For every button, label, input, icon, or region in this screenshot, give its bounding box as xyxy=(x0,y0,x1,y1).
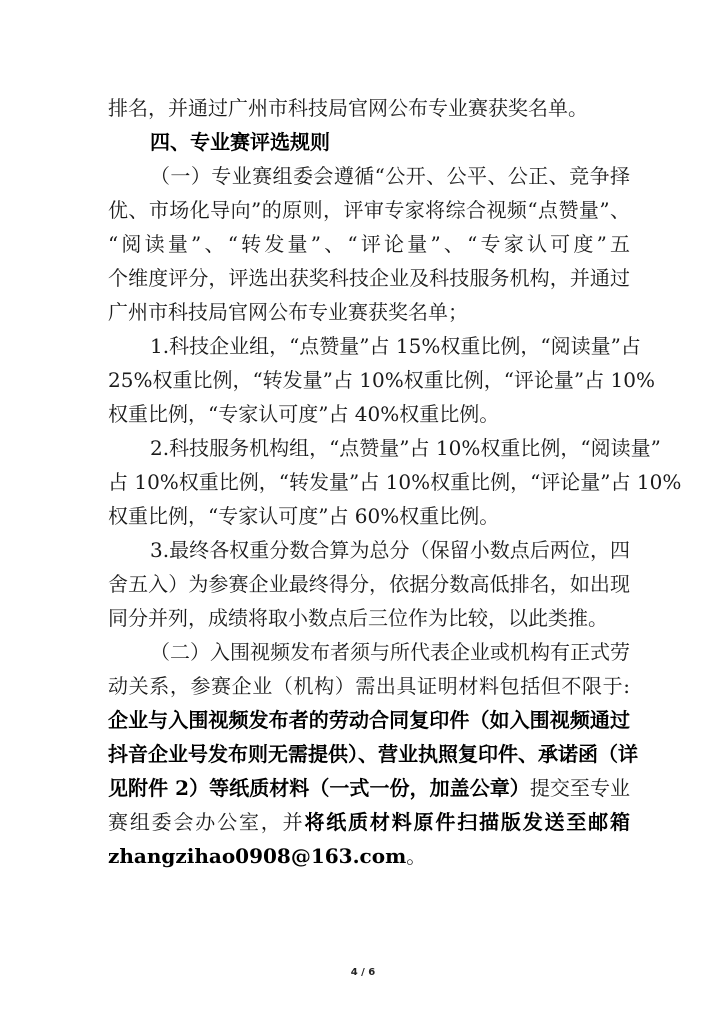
text-segment: （一）专业赛组委会遵循“公开、公平、公正、竞争择 xyxy=(150,164,630,188)
text-line xyxy=(108,431,661,465)
page-number: 4 / 6 xyxy=(350,967,376,978)
bold-text: 将纸质材料原件扫描版发送至邮箱 xyxy=(304,810,631,834)
bold-text: 四、专业赛评选规则 xyxy=(150,130,330,154)
text-segment: 1.科技企业组，“点赞量”占 15%权重比例，“阅读量”占 xyxy=(150,334,641,358)
text-segment: “阅读量”、“转发量”、“评论量”、“专家认可度”五 xyxy=(108,232,630,256)
text-line xyxy=(108,295,630,329)
text-line xyxy=(108,499,630,533)
text-line xyxy=(108,261,630,295)
text-line xyxy=(108,363,655,397)
text-line xyxy=(108,193,630,227)
text-segment: 排名，并通过广州市科技局官网公布专业赛获奖名单。 xyxy=(108,96,588,120)
text-line xyxy=(108,227,630,261)
text-line xyxy=(108,737,638,771)
text-segment: 3.最终各权重分数合算为总分（保留小数点后两位，四 xyxy=(150,538,630,562)
text-segment: 提交至专业 xyxy=(529,776,630,800)
text-line xyxy=(108,567,630,601)
bold-text: 企业与入围视频发布者的劳动合同复印件（如入围视频通过 xyxy=(108,708,630,732)
text-segment: 占 10%权重比例，“转发量”占 10%权重比例，“评论量”占 10% xyxy=(108,470,682,494)
text-line xyxy=(108,465,682,499)
text-segment: （二）入围视频发布者须与所代表企业或机构有正式劳 xyxy=(150,640,630,664)
text-line xyxy=(108,91,630,125)
text-line xyxy=(108,533,630,567)
bold-text: 抖音企业号发布则无需提供）、营业执照复印件、承诺函（详 xyxy=(108,742,638,766)
section-heading xyxy=(108,125,630,159)
text-line xyxy=(108,703,630,737)
bold-text: 见附件 2）等纸质材料（一式一份，加盖公章） xyxy=(108,776,530,800)
text-line xyxy=(108,805,630,839)
text-line xyxy=(108,329,641,363)
text-segment: 2.科技服务机构组，“点赞量”占 10%权重比例，“阅读量” xyxy=(150,436,661,460)
text-segment: 。 xyxy=(406,844,427,868)
text-segment: 优、市场化导向”的原则，评审专家将综合视频“点赞量”、 xyxy=(108,198,630,222)
text-segment: 25%权重比例，“转发量”占 10%权重比例，“评论量”占 10% xyxy=(108,368,655,392)
text-segment: 个维度评分，评选出获奖科技企业及科技服务机构，并通过 xyxy=(108,266,630,290)
text-line xyxy=(108,635,630,669)
text-segment: 舍五入）为参赛企业最终得分，依据分数高低排名，如出现 xyxy=(108,572,630,596)
text-line xyxy=(108,159,630,193)
document-body xyxy=(108,91,682,873)
bold-text: zhangzihao0908@163.com xyxy=(108,844,407,868)
text-segment: 权重比例，“专家认可度”占 60%权重比例。 xyxy=(108,504,500,528)
text-segment: 动关系，参赛企业（机构）需出具证明材料包括但不限于: xyxy=(108,674,630,698)
text-segment: 权重比例，“专家认可度”占 40%权重比例。 xyxy=(108,402,500,426)
text-line xyxy=(108,601,630,635)
text-segment: 赛组委会办公室，并 xyxy=(108,810,305,834)
text-line xyxy=(108,669,630,703)
text-segment: 广州市科技局官网公布专业赛获奖名单； xyxy=(108,300,468,324)
text-segment: 同分并列，成绩将取小数点后三位作为比较，以此类推。 xyxy=(108,606,608,630)
text-line xyxy=(108,839,630,873)
text-line xyxy=(108,771,630,805)
text-line xyxy=(108,397,630,431)
